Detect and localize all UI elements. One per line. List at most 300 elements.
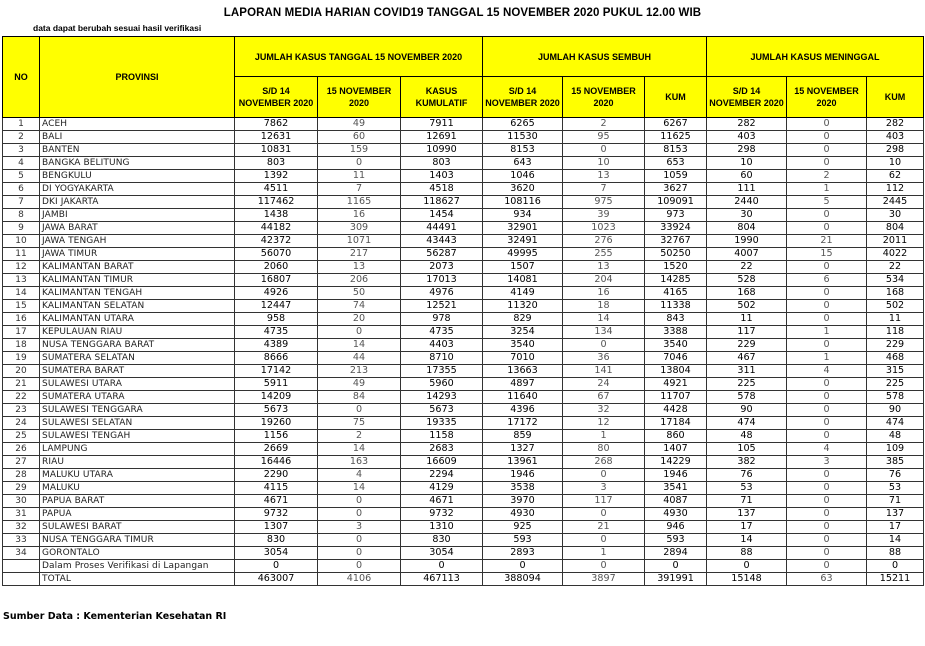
meninggal-15-nov: 4 bbox=[787, 443, 867, 456]
sembuh-15-nov: 204 bbox=[563, 274, 645, 287]
kasus-sd-14-nov: 2290 bbox=[235, 469, 318, 482]
kasus-sd-14-nov: 7862 bbox=[235, 118, 318, 131]
table-row bbox=[3, 261, 924, 274]
kasus-kumulatif: 118627 bbox=[401, 196, 483, 209]
sembuh-sd-14-nov: 32491 bbox=[483, 235, 563, 248]
sembuh-15-nov: 134 bbox=[563, 326, 645, 339]
kasus-kumulatif: 0 bbox=[401, 560, 483, 573]
sembuh-kumulatif: 3540 bbox=[645, 339, 707, 352]
kasus-sd-14-nov: 3054 bbox=[235, 547, 318, 560]
sembuh-15-nov: 32 bbox=[563, 404, 645, 417]
kasus-sd-14-nov: 1438 bbox=[235, 209, 318, 222]
sembuh-kumulatif: 17184 bbox=[645, 417, 707, 430]
kasus-kumulatif: 2294 bbox=[401, 469, 483, 482]
meninggal-15-nov: 0 bbox=[787, 391, 867, 404]
kasus-kumulatif: 2683 bbox=[401, 443, 483, 456]
kasus-15-nov: 60 bbox=[318, 131, 401, 144]
province-name: BANGKA BELITUNG bbox=[40, 157, 235, 170]
header-provinsi: PROVINSI bbox=[40, 37, 235, 118]
meninggal-kumulatif: 315 bbox=[867, 365, 924, 378]
table-row bbox=[3, 235, 924, 248]
kasus-kumulatif: 1158 bbox=[401, 430, 483, 443]
sembuh-sd-14-nov: 6265 bbox=[483, 118, 563, 131]
sembuh-15-nov: 67 bbox=[563, 391, 645, 404]
meninggal-kumulatif: 4022 bbox=[867, 248, 924, 261]
table-row bbox=[3, 430, 924, 443]
kasus-sd-14-nov: 44182 bbox=[235, 222, 318, 235]
meninggal-kumulatif: 225 bbox=[867, 378, 924, 391]
meninggal-kumulatif: 17 bbox=[867, 521, 924, 534]
sembuh-kumulatif: 4930 bbox=[645, 508, 707, 521]
sembuh-kumulatif: 860 bbox=[645, 430, 707, 443]
province-name: JAWA BARAT bbox=[40, 222, 235, 235]
sembuh-sd-14-nov: 49995 bbox=[483, 248, 563, 261]
province-name: JAWA TENGAH bbox=[40, 235, 235, 248]
table-row bbox=[3, 482, 924, 495]
meninggal-sd-14-nov: 10 bbox=[707, 157, 787, 170]
row-number: 6 bbox=[3, 183, 40, 196]
sembuh-kumulatif: 391991 bbox=[645, 573, 707, 586]
sembuh-sd-14-nov: 4396 bbox=[483, 404, 563, 417]
meninggal-kumulatif: 385 bbox=[867, 456, 924, 469]
kasus-15-nov: 84 bbox=[318, 391, 401, 404]
meninggal-sd-14-nov: 229 bbox=[707, 339, 787, 352]
meninggal-sd-14-nov: 311 bbox=[707, 365, 787, 378]
meninggal-15-nov: 5 bbox=[787, 196, 867, 209]
kasus-15-nov: 74 bbox=[318, 300, 401, 313]
kasus-15-nov: 44 bbox=[318, 352, 401, 365]
kasus-kumulatif: 1310 bbox=[401, 521, 483, 534]
meninggal-15-nov: 4 bbox=[787, 365, 867, 378]
meninggal-sd-14-nov: 105 bbox=[707, 443, 787, 456]
sembuh-15-nov: 24 bbox=[563, 378, 645, 391]
meninggal-kumulatif: 578 bbox=[867, 391, 924, 404]
row-number: 16 bbox=[3, 313, 40, 326]
row-number: 3 bbox=[3, 144, 40, 157]
row-number: 17 bbox=[3, 326, 40, 339]
meninggal-kumulatif: 502 bbox=[867, 300, 924, 313]
kasus-sd-14-nov: 830 bbox=[235, 534, 318, 547]
kasus-kumulatif: 56287 bbox=[401, 248, 483, 261]
meninggal-15-nov: 0 bbox=[787, 547, 867, 560]
table-row bbox=[3, 508, 924, 521]
sembuh-kumulatif: 6267 bbox=[645, 118, 707, 131]
sembuh-kumulatif: 4921 bbox=[645, 378, 707, 391]
kasus-sd-14-nov: 10831 bbox=[235, 144, 318, 157]
sembuh-kumulatif: 4428 bbox=[645, 404, 707, 417]
meninggal-15-nov: 0 bbox=[787, 222, 867, 235]
meninggal-kumulatif: 474 bbox=[867, 417, 924, 430]
kasus-sd-14-nov: 958 bbox=[235, 313, 318, 326]
row-number: 20 bbox=[3, 365, 40, 378]
kasus-kumulatif: 4129 bbox=[401, 482, 483, 495]
table-row bbox=[3, 300, 924, 313]
meninggal-sd-14-nov: 111 bbox=[707, 183, 787, 196]
sembuh-15-nov: 16 bbox=[563, 287, 645, 300]
sembuh-sd-14-nov: 32901 bbox=[483, 222, 563, 235]
meninggal-sd-14-nov: 528 bbox=[707, 274, 787, 287]
meninggal-sd-14-nov: 382 bbox=[707, 456, 787, 469]
province-name: GORONTALO bbox=[40, 547, 235, 560]
sembuh-kumulatif: 653 bbox=[645, 157, 707, 170]
province-name: SULAWESI BARAT bbox=[40, 521, 235, 534]
header-kasus-kum: KASUS KUMULATIF bbox=[401, 77, 483, 118]
sembuh-kumulatif: 4165 bbox=[645, 287, 707, 300]
sembuh-sd-14-nov: 388094 bbox=[483, 573, 563, 586]
kasus-sd-14-nov: 4511 bbox=[235, 183, 318, 196]
sembuh-kumulatif: 14229 bbox=[645, 456, 707, 469]
kasus-15-nov: 50 bbox=[318, 287, 401, 300]
meninggal-sd-14-nov: 403 bbox=[707, 131, 787, 144]
kasus-sd-14-nov: 117462 bbox=[235, 196, 318, 209]
province-name: NUSA TENGGARA TIMUR bbox=[40, 534, 235, 547]
sembuh-15-nov: 0 bbox=[563, 339, 645, 352]
sembuh-sd-14-nov: 13663 bbox=[483, 365, 563, 378]
sembuh-sd-14-nov: 643 bbox=[483, 157, 563, 170]
meninggal-15-nov: 15 bbox=[787, 248, 867, 261]
sembuh-kumulatif: 3627 bbox=[645, 183, 707, 196]
meninggal-15-nov: 0 bbox=[787, 495, 867, 508]
kasus-15-nov: 309 bbox=[318, 222, 401, 235]
meninggal-kumulatif: 76 bbox=[867, 469, 924, 482]
province-name: TOTAL bbox=[40, 573, 235, 586]
kasus-sd-14-nov: 17142 bbox=[235, 365, 318, 378]
kasus-15-nov: 2 bbox=[318, 430, 401, 443]
kasus-15-nov: 0 bbox=[318, 560, 401, 573]
sembuh-sd-14-nov: 1327 bbox=[483, 443, 563, 456]
sembuh-15-nov: 18 bbox=[563, 300, 645, 313]
sembuh-sd-14-nov: 11640 bbox=[483, 391, 563, 404]
province-name: MALUKU UTARA bbox=[40, 469, 235, 482]
kasus-15-nov: 217 bbox=[318, 248, 401, 261]
header-no: NO bbox=[3, 37, 40, 118]
kasus-sd-14-nov: 5673 bbox=[235, 404, 318, 417]
table-row bbox=[3, 521, 924, 534]
meninggal-sd-14-nov: 15148 bbox=[707, 573, 787, 586]
meninggal-15-nov: 0 bbox=[787, 560, 867, 573]
sembuh-kumulatif: 11625 bbox=[645, 131, 707, 144]
meninggal-sd-14-nov: 298 bbox=[707, 144, 787, 157]
meninggal-sd-14-nov: 30 bbox=[707, 209, 787, 222]
meninggal-sd-14-nov: 14 bbox=[707, 534, 787, 547]
sembuh-kumulatif: 593 bbox=[645, 534, 707, 547]
province-name: RIAU bbox=[40, 456, 235, 469]
row-number: 8 bbox=[3, 209, 40, 222]
sembuh-15-nov: 141 bbox=[563, 365, 645, 378]
meninggal-sd-14-nov: 804 bbox=[707, 222, 787, 235]
table-row bbox=[3, 131, 924, 144]
meninggal-sd-14-nov: 76 bbox=[707, 469, 787, 482]
row-number: 11 bbox=[3, 248, 40, 261]
sembuh-kumulatif: 843 bbox=[645, 313, 707, 326]
sembuh-15-nov: 95 bbox=[563, 131, 645, 144]
kasus-kumulatif: 19335 bbox=[401, 417, 483, 430]
row-number: 28 bbox=[3, 469, 40, 482]
meninggal-kumulatif: 14 bbox=[867, 534, 924, 547]
sembuh-sd-14-nov: 14081 bbox=[483, 274, 563, 287]
kasus-sd-14-nov: 19260 bbox=[235, 417, 318, 430]
sembuh-kumulatif: 7046 bbox=[645, 352, 707, 365]
sembuh-15-nov: 12 bbox=[563, 417, 645, 430]
kasus-15-nov: 0 bbox=[318, 495, 401, 508]
meninggal-15-nov: 0 bbox=[787, 430, 867, 443]
meninggal-kumulatif: 62 bbox=[867, 170, 924, 183]
kasus-kumulatif: 4518 bbox=[401, 183, 483, 196]
kasus-sd-14-nov: 5911 bbox=[235, 378, 318, 391]
province-name: Dalam Proses Verifikasi di Lapangan bbox=[40, 560, 235, 573]
kasus-sd-14-nov: 463007 bbox=[235, 573, 318, 586]
kasus-15-nov: 14 bbox=[318, 482, 401, 495]
sembuh-sd-14-nov: 1046 bbox=[483, 170, 563, 183]
meninggal-kumulatif: 804 bbox=[867, 222, 924, 235]
meninggal-15-nov: 0 bbox=[787, 339, 867, 352]
kasus-15-nov: 16 bbox=[318, 209, 401, 222]
header-sembuh-sd: S/D 14 NOVEMBER 2020 bbox=[483, 77, 563, 118]
table-row bbox=[3, 547, 924, 560]
header-sembuh-kum: KUM bbox=[645, 77, 707, 118]
meninggal-kumulatif: 229 bbox=[867, 339, 924, 352]
meninggal-15-nov: 2 bbox=[787, 170, 867, 183]
kasus-kumulatif: 43443 bbox=[401, 235, 483, 248]
table-row bbox=[3, 287, 924, 300]
kasus-15-nov: 4106 bbox=[318, 573, 401, 586]
sembuh-kumulatif: 1407 bbox=[645, 443, 707, 456]
kasus-kumulatif: 44491 bbox=[401, 222, 483, 235]
meninggal-kumulatif: 48 bbox=[867, 430, 924, 443]
table-row bbox=[3, 222, 924, 235]
kasus-kumulatif: 5960 bbox=[401, 378, 483, 391]
sembuh-sd-14-nov: 593 bbox=[483, 534, 563, 547]
row-number: 34 bbox=[3, 547, 40, 560]
sembuh-sd-14-nov: 3538 bbox=[483, 482, 563, 495]
row-number: 1 bbox=[3, 118, 40, 131]
sembuh-sd-14-nov: 3540 bbox=[483, 339, 563, 352]
kasus-kumulatif: 5673 bbox=[401, 404, 483, 417]
kasus-15-nov: 49 bbox=[318, 118, 401, 131]
meninggal-kumulatif: 112 bbox=[867, 183, 924, 196]
kasus-kumulatif: 3054 bbox=[401, 547, 483, 560]
kasus-kumulatif: 9732 bbox=[401, 508, 483, 521]
province-name: SULAWESI TENGGARA bbox=[40, 404, 235, 417]
sembuh-15-nov: 1 bbox=[563, 430, 645, 443]
kasus-sd-14-nov: 16807 bbox=[235, 274, 318, 287]
kasus-sd-14-nov: 4735 bbox=[235, 326, 318, 339]
table-row bbox=[3, 560, 924, 573]
province-name: KALIMANTAN BARAT bbox=[40, 261, 235, 274]
meninggal-sd-14-nov: 90 bbox=[707, 404, 787, 417]
data-source: Sumber Data : Kementerian Kesehatan RI bbox=[3, 611, 227, 622]
meninggal-sd-14-nov: 0 bbox=[707, 560, 787, 573]
meninggal-15-nov: 0 bbox=[787, 157, 867, 170]
sembuh-kumulatif: 0 bbox=[645, 560, 707, 573]
kasus-15-nov: 3 bbox=[318, 521, 401, 534]
province-name: NUSA TENGGARA BARAT bbox=[40, 339, 235, 352]
kasus-sd-14-nov: 1156 bbox=[235, 430, 318, 443]
meninggal-kumulatif: 88 bbox=[867, 547, 924, 560]
sembuh-kumulatif: 33924 bbox=[645, 222, 707, 235]
meninggal-kumulatif: 137 bbox=[867, 508, 924, 521]
sembuh-kumulatif: 1059 bbox=[645, 170, 707, 183]
row-number: 5 bbox=[3, 170, 40, 183]
kasus-sd-14-nov: 16446 bbox=[235, 456, 318, 469]
sembuh-15-nov: 10 bbox=[563, 157, 645, 170]
meninggal-sd-14-nov: 88 bbox=[707, 547, 787, 560]
province-name: SULAWESI UTARA bbox=[40, 378, 235, 391]
province-name: LAMPUNG bbox=[40, 443, 235, 456]
meninggal-kumulatif: 11 bbox=[867, 313, 924, 326]
sembuh-sd-14-nov: 11320 bbox=[483, 300, 563, 313]
kasus-kumulatif: 7911 bbox=[401, 118, 483, 131]
sembuh-15-nov: 268 bbox=[563, 456, 645, 469]
province-name: DKI JAKARTA bbox=[40, 196, 235, 209]
meninggal-kumulatif: 2011 bbox=[867, 235, 924, 248]
table-row bbox=[3, 144, 924, 157]
meninggal-15-nov: 0 bbox=[787, 508, 867, 521]
row-number: 19 bbox=[3, 352, 40, 365]
meninggal-15-nov: 0 bbox=[787, 378, 867, 391]
row-number: 23 bbox=[3, 404, 40, 417]
sembuh-kumulatif: 2894 bbox=[645, 547, 707, 560]
province-name: JAMBI bbox=[40, 209, 235, 222]
meninggal-sd-14-nov: 11 bbox=[707, 313, 787, 326]
kasus-kumulatif: 16609 bbox=[401, 456, 483, 469]
table-row bbox=[3, 495, 924, 508]
row-number: 2 bbox=[3, 131, 40, 144]
row-number bbox=[3, 573, 40, 586]
meninggal-15-nov: 0 bbox=[787, 144, 867, 157]
kasus-kumulatif: 830 bbox=[401, 534, 483, 547]
meninggal-15-nov: 0 bbox=[787, 131, 867, 144]
kasus-15-nov: 1071 bbox=[318, 235, 401, 248]
kasus-kumulatif: 1403 bbox=[401, 170, 483, 183]
meninggal-sd-14-nov: 282 bbox=[707, 118, 787, 131]
sembuh-kumulatif: 11338 bbox=[645, 300, 707, 313]
meninggal-kumulatif: 168 bbox=[867, 287, 924, 300]
meninggal-sd-14-nov: 117 bbox=[707, 326, 787, 339]
table-row bbox=[3, 456, 924, 469]
meninggal-kumulatif: 90 bbox=[867, 404, 924, 417]
sembuh-15-nov: 1 bbox=[563, 547, 645, 560]
province-name: BANTEN bbox=[40, 144, 235, 157]
sembuh-kumulatif: 1520 bbox=[645, 261, 707, 274]
sembuh-kumulatif: 14285 bbox=[645, 274, 707, 287]
kasus-kumulatif: 17355 bbox=[401, 365, 483, 378]
header-group-sembuh: JUMLAH KASUS SEMBUH bbox=[483, 37, 707, 77]
table-body bbox=[3, 118, 924, 586]
meninggal-kumulatif: 298 bbox=[867, 144, 924, 157]
kasus-15-nov: 14 bbox=[318, 443, 401, 456]
sembuh-15-nov: 2 bbox=[563, 118, 645, 131]
meninggal-15-nov: 0 bbox=[787, 209, 867, 222]
row-number: 10 bbox=[3, 235, 40, 248]
table-row bbox=[3, 170, 924, 183]
meninggal-sd-14-nov: 137 bbox=[707, 508, 787, 521]
row-number: 32 bbox=[3, 521, 40, 534]
sembuh-sd-14-nov: 0 bbox=[483, 560, 563, 573]
kasus-kumulatif: 12691 bbox=[401, 131, 483, 144]
kasus-kumulatif: 467113 bbox=[401, 573, 483, 586]
kasus-sd-14-nov: 42372 bbox=[235, 235, 318, 248]
province-name: SUMATERA UTARA bbox=[40, 391, 235, 404]
header-meninggal-kum: KUM bbox=[867, 77, 924, 118]
meninggal-kumulatif: 22 bbox=[867, 261, 924, 274]
sembuh-sd-14-nov: 13961 bbox=[483, 456, 563, 469]
meninggal-kumulatif: 15211 bbox=[867, 573, 924, 586]
kasus-kumulatif: 4735 bbox=[401, 326, 483, 339]
meninggal-sd-14-nov: 71 bbox=[707, 495, 787, 508]
table-row bbox=[3, 157, 924, 170]
province-name: JAWA TIMUR bbox=[40, 248, 235, 261]
sembuh-15-nov: 255 bbox=[563, 248, 645, 261]
table-row bbox=[3, 365, 924, 378]
sembuh-sd-14-nov: 1946 bbox=[483, 469, 563, 482]
province-name: KALIMANTAN TENGAH bbox=[40, 287, 235, 300]
kasus-15-nov: 7 bbox=[318, 183, 401, 196]
sembuh-sd-14-nov: 934 bbox=[483, 209, 563, 222]
meninggal-sd-14-nov: 168 bbox=[707, 287, 787, 300]
meninggal-15-nov: 1 bbox=[787, 183, 867, 196]
meninggal-kumulatif: 53 bbox=[867, 482, 924, 495]
province-name: DI YOGYAKARTA bbox=[40, 183, 235, 196]
header-kasus-sd: S/D 14 NOVEMBER 2020 bbox=[235, 77, 318, 118]
row-number: 18 bbox=[3, 339, 40, 352]
sembuh-sd-14-nov: 17172 bbox=[483, 417, 563, 430]
sembuh-15-nov: 14 bbox=[563, 313, 645, 326]
sembuh-kumulatif: 3388 bbox=[645, 326, 707, 339]
row-number: 24 bbox=[3, 417, 40, 430]
kasus-15-nov: 159 bbox=[318, 144, 401, 157]
row-number: 27 bbox=[3, 456, 40, 469]
sembuh-kumulatif: 946 bbox=[645, 521, 707, 534]
sembuh-15-nov: 0 bbox=[563, 144, 645, 157]
sembuh-15-nov: 0 bbox=[563, 560, 645, 573]
table-row bbox=[3, 417, 924, 430]
kasus-sd-14-nov: 12631 bbox=[235, 131, 318, 144]
sembuh-sd-14-nov: 8153 bbox=[483, 144, 563, 157]
sembuh-15-nov: 3897 bbox=[563, 573, 645, 586]
sembuh-sd-14-nov: 4897 bbox=[483, 378, 563, 391]
row-number: 30 bbox=[3, 495, 40, 508]
meninggal-15-nov: 1 bbox=[787, 352, 867, 365]
kasus-kumulatif: 8710 bbox=[401, 352, 483, 365]
kasus-15-nov: 49 bbox=[318, 378, 401, 391]
kasus-kumulatif: 1454 bbox=[401, 209, 483, 222]
kasus-sd-14-nov: 4389 bbox=[235, 339, 318, 352]
meninggal-sd-14-nov: 1990 bbox=[707, 235, 787, 248]
sembuh-15-nov: 36 bbox=[563, 352, 645, 365]
kasus-sd-14-nov: 4115 bbox=[235, 482, 318, 495]
table-row bbox=[3, 534, 924, 547]
meninggal-sd-14-nov: 17 bbox=[707, 521, 787, 534]
kasus-kumulatif: 4403 bbox=[401, 339, 483, 352]
sembuh-sd-14-nov: 108116 bbox=[483, 196, 563, 209]
header-group-kasus: JUMLAH KASUS TANGGAL 15 NOVEMBER 2020 bbox=[235, 37, 483, 77]
kasus-sd-14-nov: 4926 bbox=[235, 287, 318, 300]
province-name: PAPUA bbox=[40, 508, 235, 521]
kasus-15-nov: 11 bbox=[318, 170, 401, 183]
row-number: 22 bbox=[3, 391, 40, 404]
kasus-sd-14-nov: 14209 bbox=[235, 391, 318, 404]
province-name: BENGKULU bbox=[40, 170, 235, 183]
row-number: 7 bbox=[3, 196, 40, 209]
sembuh-15-nov: 13 bbox=[563, 261, 645, 274]
table-row bbox=[3, 274, 924, 287]
kasus-kumulatif: 14293 bbox=[401, 391, 483, 404]
kasus-15-nov: 0 bbox=[318, 157, 401, 170]
kasus-15-nov: 0 bbox=[318, 404, 401, 417]
kasus-kumulatif: 978 bbox=[401, 313, 483, 326]
meninggal-15-nov: 0 bbox=[787, 417, 867, 430]
